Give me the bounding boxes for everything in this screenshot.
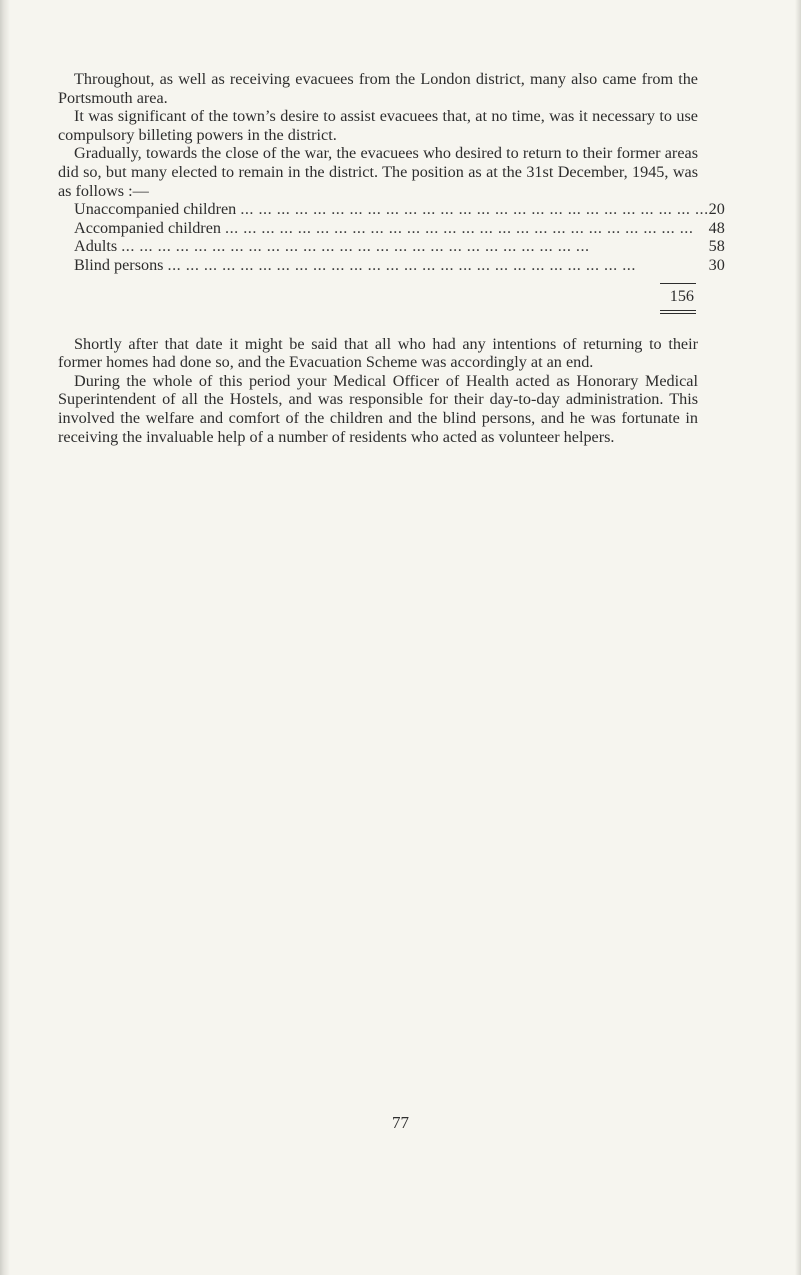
page-edge-shadow-left xyxy=(0,0,10,1275)
total-double-rule xyxy=(660,313,696,314)
paragraph-billeting: It was significant of the town’s desire to assist evacuees that, at no time, was it necessary to use compulsory billeting powers in the district. xyxy=(58,107,698,144)
leader-dots: ... ... ... ... ... ... ... ... ... ... ... ... ... ... ... ... ... ... ... ... ... ... ... ... ... ... xyxy=(121,237,590,256)
leader-dots: ... ... ... ... ... ... ... ... ... ... ... ... ... ... ... ... ... ... ... ... ... ... ... ... ... ... xyxy=(225,218,694,237)
leader-dots: ... ... ... ... ... ... ... ... ... ... ... ... ... ... ... ... ... ... ... ... ... ... ... ... ... ... xyxy=(167,255,636,274)
table-row xyxy=(58,237,725,256)
row-label: Blind persons xyxy=(74,255,164,274)
evacuee-count-table xyxy=(58,200,725,274)
paragraph-scheme-end: Shortly after that date it might be said that all who had any intentions of returning to their former homes had done so, and the Evacuation Scheme was accordingly at an end. xyxy=(58,334,698,372)
document-body xyxy=(58,70,725,446)
row-label: Adults xyxy=(74,237,118,256)
total-value: 156 xyxy=(669,286,694,305)
total-double-rule xyxy=(660,310,696,311)
table-total xyxy=(58,279,698,323)
table-row xyxy=(58,256,725,275)
row-value: 30 xyxy=(708,255,725,274)
page-number: 77 xyxy=(392,1113,409,1132)
row-value: 58 xyxy=(708,237,725,256)
table-row xyxy=(58,200,725,219)
page-edge-shadow-right xyxy=(795,0,801,1275)
paragraph-evacuee-sources: Throughout, as well as receiving evacuees from the London district, many also came from the Portsmouth area. xyxy=(58,70,698,107)
row-label: Accompanied children xyxy=(74,218,221,237)
row-value: 20 xyxy=(708,200,725,219)
row-value: 48 xyxy=(708,218,725,237)
total-rule-top xyxy=(660,283,696,284)
paragraph-position: Gradually, towards the close of the war, the evacuees who desired to return to their former areas did so, but many elected to remain in the district. The position as at the 31st December, 1945, was as follows :— xyxy=(58,144,698,200)
paragraph-medical-officer: During the whole of this period your Medical Officer of Health acted as Honorary Medical Superintendent of all the Hostels, and was responsible for their day-to-day administration. This involved the welfare and comfort of the children and the blind persons, and he was fortunate in receiving the invaluable help of a number of residents who acted as volunteer helpers. xyxy=(58,371,698,446)
row-label: Unaccompanied children xyxy=(74,200,237,219)
leader-dots: ... ... ... ... ... ... ... ... ... ... ... ... ... ... ... ... ... ... ... ... ... ... ... ... ... ... xyxy=(240,200,709,219)
table-row xyxy=(58,219,725,238)
